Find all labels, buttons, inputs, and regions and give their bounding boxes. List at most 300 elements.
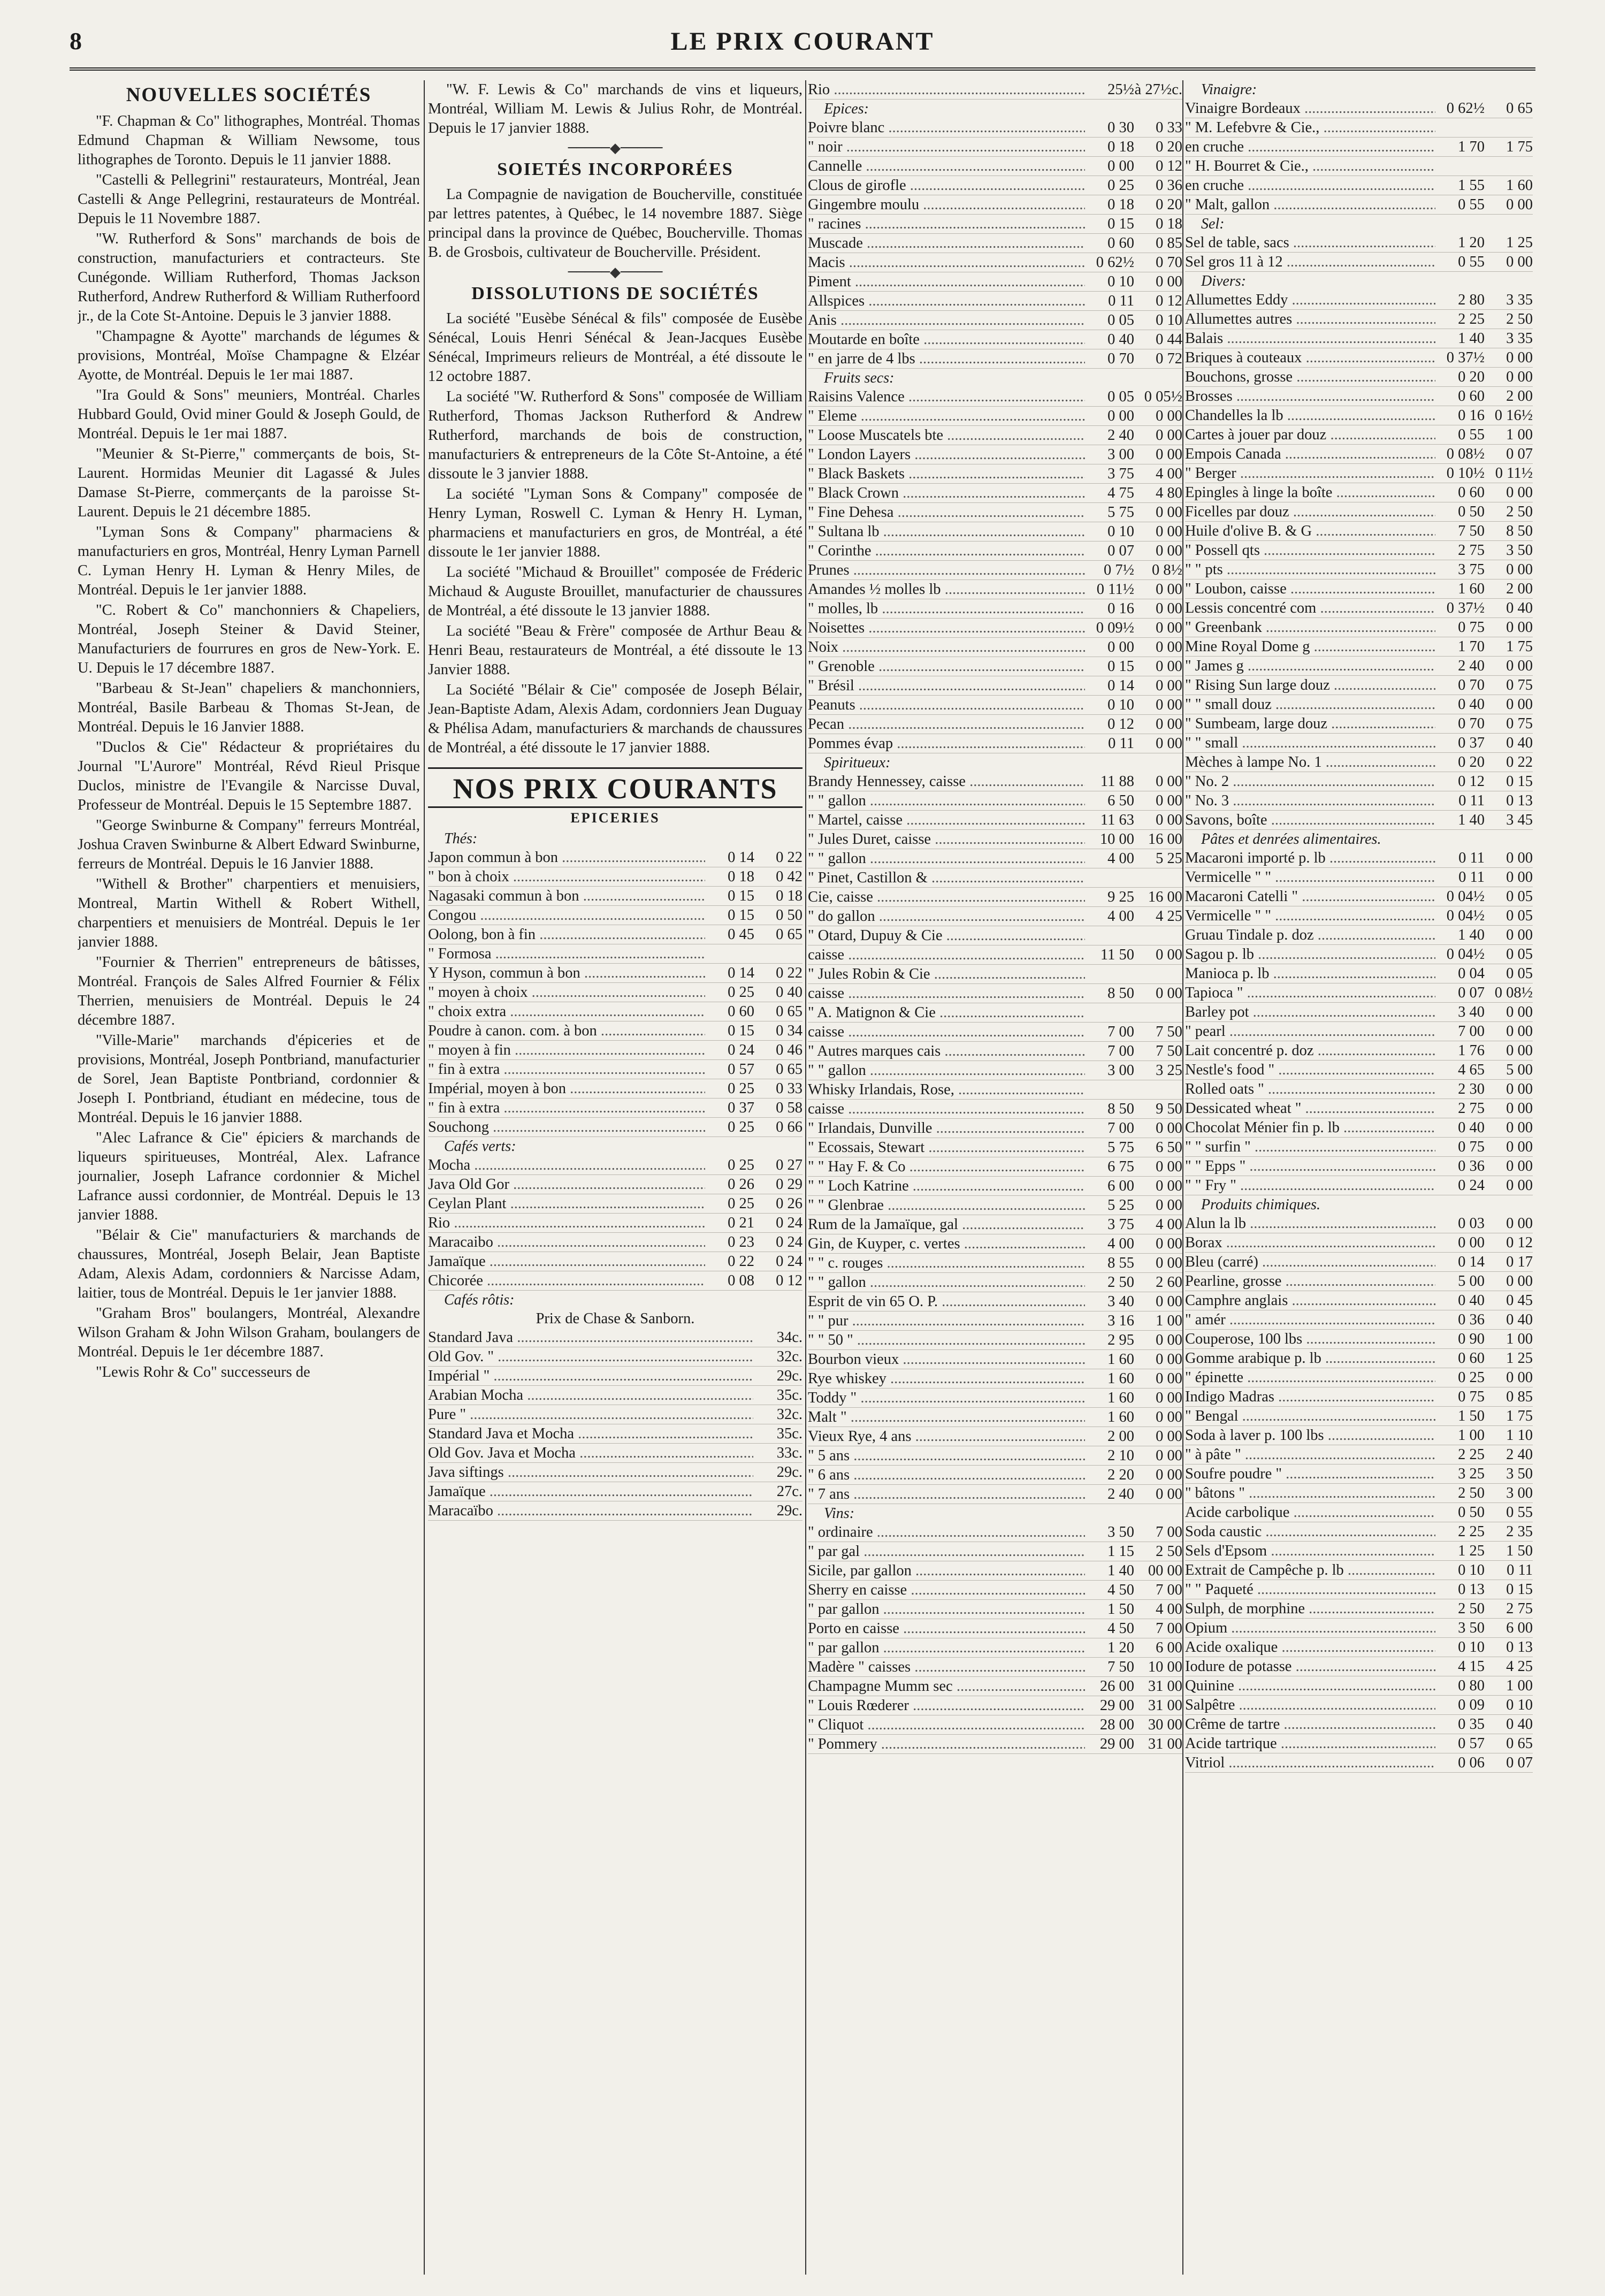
prices-title: NOS PRIX COURANTS [428,767,802,808]
price-row [808,215,1182,234]
price-row [428,887,802,906]
price-row [808,811,1182,830]
item-name: Balais ..... [1185,329,1435,348]
price-high: 0 00 [1506,1081,1533,1097]
price-low: 0 35 [1458,1716,1485,1733]
price-high: 0 00 [1156,1428,1182,1445]
price-low: 11 88 [1100,773,1134,790]
item-name: " 6 ans ..... [808,1466,1085,1484]
price-high: 0 00 [1156,1486,1182,1502]
price-low: 0 15 [728,1023,754,1039]
price-low: 1 60 [1458,581,1485,597]
price-low: 0 14 [728,849,754,866]
item-name: Extrait de Campêche p. lb ..... [1185,1561,1435,1580]
price-low: 0 50 [1458,504,1485,520]
price-low: 0 15 [1107,658,1134,675]
price-high: 0 00 [1506,1042,1533,1059]
item-name: Poudre à canon. com. à bon ..... [428,1021,705,1040]
price-high: 0 11½ [1495,465,1533,482]
price-row [1185,599,1533,618]
item-name: " Black Baskets ..... [808,464,1085,483]
item-name: Chandelles la lb ..... [1185,406,1435,425]
price-high: 31 00 [1148,1697,1182,1714]
price-low: 0 60 [1107,235,1134,251]
item-name: Lessis concentré com ..... [1185,599,1435,617]
announcement-paragraph: "Withell & Brother" charpentiers et menuisiers, Montreal, Martin Withell & Robert Withell, charpentiers et menuisiers de Montréal. Depuis le 1er janvier 1888. [78,876,420,950]
price-low: 3 75 [1107,1216,1134,1233]
item-name: Sagou p. lb ..... [1185,945,1435,964]
announcements-continued [428,80,802,138]
price-row [808,1542,1182,1561]
item-name: Opium ..... [1185,1619,1435,1637]
price-high: 0 00 [1156,523,1182,540]
price-high: 0 75 [1506,677,1533,693]
price-low: 0 12 [1107,716,1134,733]
price-row [428,1021,802,1041]
price-low: 5 75 [1107,504,1134,521]
item-name: " Jules Robin & Cie ..... [808,965,1085,983]
item-name: " racines ..... [808,215,1085,233]
price-row [1185,753,1533,772]
item-name: " par gallon ..... [808,1638,1085,1657]
item-name: Brosses ..... [1185,387,1435,406]
price-high: 0 00 [1156,1447,1182,1464]
price-low: 0 06 [1458,1755,1485,1771]
item-name: Sherry en caisse ..... [808,1581,1085,1599]
item-name: Bourbon vieux ..... [808,1350,1085,1369]
item-name: Savons, boîte ..... [1185,811,1435,829]
price-low: 0 80 [1458,1677,1485,1694]
price-high: 0 00 [1156,543,1182,559]
item-name: " noir ..... [808,138,1085,156]
price-row [1185,811,1533,830]
price-row [808,253,1182,272]
price-high: 31 00 [1148,1736,1182,1752]
item-name: " " gallon ..... [808,791,1085,810]
price-row [808,1446,1182,1466]
price-low: 35c. [776,1387,802,1403]
price-high: 0 00 [1156,1293,1182,1310]
price-high: 0 05 [1506,946,1533,963]
price-low: 3 40 [1107,1293,1134,1310]
item-name: Bleu (carré) ..... [1185,1253,1435,1271]
price-row [808,849,1182,868]
item-name: " " pts ..... [1185,560,1435,579]
price-high: 9 50 [1156,1101,1182,1117]
item-name: " Loubon, caisse ..... [1185,579,1435,598]
price-low: 0 00 [1107,639,1134,655]
price-high: 0 58 [776,1100,802,1116]
price-low: 28 00 [1099,1717,1134,1733]
price-high: 0 00 [1506,196,1533,213]
price-low: 0 16 [1458,407,1485,424]
price-row [808,138,1182,157]
price-row [808,1408,1182,1427]
item-name: " A. Matignon & Cie ..... [808,1003,1085,1022]
price-high: 0 00 [1506,658,1533,674]
dissolution-paragraph: La société "W. Rutherford & Sons" composée de William Rutherford, Thomas Jackson Rutherford & Andrew Rutherford, marchands de bois de construction, manufacturiers & entrepreneurs de la Côte St-Antoine, a été dissoute le 3 janvier 1888. [428,388,802,482]
price-row [428,1079,802,1099]
item-name: Dessicated wheat " ..... [1185,1099,1435,1118]
price-high: 10 00 [1148,1659,1182,1675]
item-name: Ficelles par douz ..... [1185,502,1435,521]
price-low: 0 23 [728,1234,754,1250]
item-name: " en jarre de 4 lbs ..... [808,349,1085,368]
price-high: 0 00 [1156,620,1182,636]
price-row [1185,618,1533,637]
price-high: 3 45 [1506,812,1533,828]
price-row [808,541,1182,561]
price-low: 11 50 [1100,947,1134,963]
price-row [1185,1676,1533,1696]
price-row [808,311,1182,330]
price-row [808,1638,1182,1658]
price-high: 2 75 [1506,1600,1533,1617]
price-low: 8 50 [1107,1101,1134,1117]
price-high: 0 00 [1156,658,1182,675]
price-low: 0 11 [1108,293,1134,309]
item-name: " Berger ..... [1185,464,1435,483]
price-row [808,464,1182,484]
price-row [1185,253,1533,272]
announcement-paragraph: "Graham Bros" boulangers, Montréal, Alexandre Wilson Graham & John Wilson Graham, boulangers de Montréal. Depuis le 1er décembre 1887. [78,1305,420,1360]
price-row [808,1042,1182,1061]
price-low: 1 76 [1458,1042,1485,1059]
price-high: 1 00 [1506,1677,1533,1694]
price-row [808,715,1182,734]
item-name: Raisins Valence ..... [808,387,1085,406]
announcement-paragraph: "Alec Lafrance & Cie" épiciers & marchands de liqueurs spiritueuses, Montréal, Alex. Lafrance journalier, Joseph Lafrance cordonnier & Michel Lafrance aussi cordonnier, de Montréal. Depuis le 13 janvier 1888. [78,1130,420,1223]
price-row [428,1060,802,1079]
price-row [1185,1041,1533,1061]
price-high: 1 25 [1506,1350,1533,1367]
price-low: 0 10 [1107,697,1134,713]
announcement-paragraph: "Ira Gould & Sons" meuniers, Montréal. Charles Hubbard Gould, Ovid miner Gould & Joseph Gould, de Montréal. Depuis le 1er mai 1887. [78,387,420,442]
price-high: 3 50 [1506,1466,1533,1482]
price-row [1185,637,1533,657]
price-row [1185,329,1533,348]
item-name: " Cliquot ..... [808,1715,1085,1734]
ornamental-rule: ─────◆───── [568,264,663,280]
item-name: Acide tartrique ..... [1185,1734,1435,1753]
price-high: 0 22 [776,849,802,866]
category-heading-cafes-rotis: Cafés rôtis: [444,1292,515,1308]
price-high: 7 00 [1156,1524,1182,1540]
price-table-cafes-verts [428,1156,802,1291]
price-high: 0 24 [776,1215,802,1231]
price-row [808,349,1182,369]
price-low: 2 50 [1458,1485,1485,1501]
price-low: 0 36 [1458,1311,1485,1328]
column-prices-3 [808,80,1182,2275]
announcements [78,112,420,1382]
item-name: " Malt, gallon ..... [1185,195,1435,214]
price-row [808,522,1182,541]
price-high: 0 00 [1506,484,1533,501]
dissolution-paragraph: La société "Beau & Frère" composée de Arthur Beau & Henri Beau, restaurateurs de Montréal, a été dissoute le 13 Janvier 1888. [428,623,802,678]
item-name: Epingles à linge la boîte ..... [1185,483,1435,502]
price-low: 1 60 [1107,1351,1134,1368]
price-row [808,1735,1182,1754]
price-high: à 27½c. [1134,81,1182,98]
item-name: " fin à extra ..... [428,1060,705,1079]
price-low: 0 16 [1107,600,1134,617]
price-high: 0 08½ [1494,985,1533,1001]
item-name: Huile d'olive B. & G ..... [1185,522,1435,540]
price-row [1185,791,1533,811]
item-name: " " 50 " ..... [808,1331,1085,1349]
price-table-pates [1185,849,1533,1195]
price-high: 0 00 [1156,812,1182,828]
item-name: Tapioca " ..... [1185,983,1435,1002]
price-row [1185,1753,1533,1773]
price-low: 0 60 [1458,388,1485,405]
price-row [808,676,1182,696]
item-name: Salpêtre ..... [1185,1696,1435,1714]
price-low: 1 60 [1107,1409,1134,1425]
price-high: 0 85 [1156,235,1182,251]
price-low: 8 55 [1107,1255,1134,1271]
price-high: 0 24 [776,1234,802,1250]
item-name: " 5 ans ..... [808,1446,1085,1465]
price-high: 0 00 [1506,561,1533,578]
price-low: 0 75 [1458,1139,1485,1155]
price-low: 0 18 [728,868,754,885]
item-name: " Bengal ..... [1185,1407,1435,1425]
price-low: 0 25 [1458,1369,1485,1386]
price-low: 0 25 [728,1195,754,1212]
price-row [428,1501,802,1521]
price-row [1185,714,1533,734]
item-name: Vermicelle " " ..... [1185,906,1435,925]
price-high: 3 35 [1506,292,1533,308]
price-row [808,407,1182,426]
price-high: 0 16½ [1494,407,1533,424]
price-row [428,1424,802,1444]
price-low: 2 75 [1458,542,1485,559]
price-row [808,638,1182,657]
price-list-col3 [808,80,1182,1754]
price-row [808,888,1182,907]
price-row [1185,887,1533,906]
price-low: 0 15 [728,907,754,924]
price-low: 0 11½ [1096,581,1134,598]
item-name: Y Hyson, commun à bon ..... [428,964,705,982]
item-name: Brandy Hennessey, caisse ..... [808,772,1085,791]
price-low: 0 05 [1107,312,1134,329]
item-name: " Otard, Dupuy & Cie ..... [808,926,1085,945]
item-name: " " gallon ..... [808,849,1085,868]
item-name: Soufre poudre " ..... [1185,1464,1435,1483]
price-high: 0 44 [1156,331,1182,348]
price-high: 2 00 [1506,388,1533,405]
category-heading-the: Thés: [444,830,478,847]
price-high: 0 29 [776,1176,802,1193]
price-low: 2 80 [1458,292,1485,308]
item-name: Pecan ..... [808,715,1085,734]
price-high: 0 00 [1506,254,1533,270]
item-name: Soda caustic ..... [1185,1522,1435,1541]
price-low: 2 50 [1107,1274,1134,1291]
price-high: 0 00 [1156,1390,1182,1406]
price-row [808,965,1182,984]
price-row [428,1386,802,1405]
item-name: Cannelle ..... [808,157,1085,176]
announcement-paragraph: "W. Rutherford & Sons" marchands de bois de construction, manufacturiers et contracteurs. Ste Cunégonde. William Rutherford, Thomas Jackson Rutherford, Andrew Rutherford & William Rutherfoord jr., de la Cote St-Antoine. Depuis le 3 janvier 1888. [78,231,420,324]
price-high: 1 25 [1506,234,1533,251]
price-low: 0 11 [1458,869,1485,886]
item-name: Old Gov. " ..... [428,1347,753,1366]
price-high: 0 00 [1506,1023,1533,1040]
price-high: 0 00 [1506,1119,1533,1136]
item-name: Sel gros 11 à 12 ..... [1185,253,1435,271]
item-name: " par gallon ..... [808,1600,1085,1619]
price-high: 0 00 [1506,1177,1533,1194]
price-low: 7 00 [1107,1024,1134,1040]
price-high: 0 00 [1506,1004,1533,1020]
price-high: 5 25 [1156,850,1182,867]
item-name: en cruche ..... [1185,176,1435,195]
item-name: " bon à choix ..... [428,867,705,886]
item-name: Old Gov. Java et Mocha ..... [428,1444,753,1462]
price-row [1185,348,1533,368]
price-low: 2 25 [1458,1523,1485,1540]
price-row [808,926,1182,945]
price-table-fruits [808,387,1182,753]
price-row [808,1196,1182,1215]
price-row [808,1715,1182,1735]
dissolution-paragraph: La société "Eusèbe Sénécal & fils" composée de Eusèbe Sénécal, Louis Henri Sénécal & Jean-Jacques Eusèbe Sénécal, Imprimeurs relieurs de Montréal, a été dissoute le 12 octobre 1887. [428,310,802,385]
price-row [428,1002,802,1021]
price-row [1185,1061,1533,1080]
price-low: 3 50 [1458,1620,1485,1636]
price-row [808,80,1182,100]
price-row [1185,926,1533,945]
item-name: Piment ..... [808,272,1085,291]
price-low: 0 09 [1458,1697,1485,1713]
price-high: 0 42 [776,868,802,885]
price-high: 0 00 [1156,427,1182,444]
price-row [1185,676,1533,695]
price-high: 1 00 [1506,1331,1533,1347]
price-low: 0 55 [1458,254,1485,270]
item-name: " H. Bourret & Cie., ..... [1185,157,1435,176]
price-row [428,906,802,925]
price-row [808,426,1182,445]
item-name: Peanuts ..... [808,696,1085,714]
item-name: Quinine ..... [1185,1676,1435,1695]
price-row [428,1405,802,1424]
price-table-cafes-rotis [428,1328,802,1521]
price-row [1185,310,1533,329]
item-name: Soda à laver p. 100 lbs ..... [1185,1426,1435,1445]
price-row [428,1214,802,1233]
price-row [808,1157,1182,1177]
item-name: Impérial " ..... [428,1367,753,1385]
price-low: 0 24 [728,1042,754,1058]
item-name: " Loose Muscatels bte ..... [808,426,1085,445]
item-name: Souchong ..... [428,1118,705,1136]
price-row [1185,1580,1533,1599]
price-low: 0 60 [1458,1350,1485,1367]
price-low: 0 08 [728,1272,754,1289]
price-low: 0 13 [1458,1581,1485,1598]
price-low: 2 40 [1107,427,1134,444]
category-heading-vinaigre: Vinaigre: [1201,81,1257,98]
item-name: en cruche ..... [1185,138,1435,156]
announcement-paragraph: La Compagnie de navigation de Boucherville, constituée par lettres patentes, à Québec, le 14 novembre 1887. Siège principal dans la province de Québec, Boucherville. Thomas B. de Grosbois, cultivateur de Boucherville. Président. [428,186,802,261]
price-table-sel [1185,233,1533,272]
item-name: Iodure de potasse ..... [1185,1657,1435,1676]
price-row [808,1023,1182,1042]
item-name: Japon commun à bon ..... [428,848,705,867]
item-name: " Fine Dehesa ..... [808,503,1085,522]
price-row [808,387,1182,407]
price-high: 4 25 [1156,908,1182,925]
price-low: 0 24 [1458,1177,1485,1194]
item-name: Amandes ½ molles lb ..... [808,580,1085,599]
announcement-paragraph: "Meunier & St-Pierre," commerçants de bois, St-Laurent. Hormidas Meunier dit Lagassé & Jules Damase St-Pierre, commerçants de la paroisse St-Laurent. Depuis le 21 décembre 1885. [78,446,420,520]
item-name: Indigo Madras ..... [1185,1387,1435,1406]
item-name: Empois Canada ..... [1185,445,1435,463]
item-name: Jamaïque ..... [428,1252,705,1271]
price-row [808,907,1182,926]
price-row [1185,1233,1533,1253]
item-name: Mèches à lampe No. 1 ..... [1185,753,1435,772]
price-high: 0 00 [1506,1369,1533,1386]
item-name: caisse ..... [808,1023,1085,1041]
page-header [70,27,1535,70]
price-low: 0 14 [1458,1254,1485,1270]
price-high: 0 46 [776,1042,802,1058]
item-name: " " gallon ..... [808,1061,1085,1080]
price-row [808,1485,1182,1504]
item-name: " Brésil ..... [808,676,1085,695]
item-name: Rio ..... [428,1214,705,1232]
price-row [808,791,1182,811]
item-name: " Pommery ..... [808,1735,1085,1753]
item-name: " No. 2 ..... [1185,772,1435,791]
price-high: 7 50 [1156,1024,1182,1040]
item-name: Rio ..... [808,80,1085,99]
item-name: Java Old Gor ..... [428,1175,705,1194]
price-high: 0 55 [1506,1504,1533,1521]
item-name: Gingembre moulu ..... [808,195,1085,214]
column-societes-and-prix [428,80,802,2275]
item-name: Acide oxalique ..... [1185,1638,1435,1657]
price-high: 0 00 [1506,696,1533,713]
item-name: Maracaïbo ..... [428,1501,753,1520]
price-low: 3 50 [1107,1524,1134,1540]
price-table-rio [808,80,1182,100]
item-name: Sicile, par gallon ..... [808,1561,1085,1580]
price-low: 0 70 [1458,677,1485,693]
price-high: 0 33 [1156,119,1182,136]
price-low: 0 37 [1458,735,1485,751]
price-low: 4 00 [1107,850,1134,867]
price-row [428,964,802,983]
item-name: " Jules Duret, caisse ..... [808,830,1085,849]
item-name: Porto en caisse ..... [808,1619,1085,1638]
price-low: 5 75 [1107,1139,1134,1156]
price-high: 0 00 [1156,408,1182,424]
price-high: 2 50 [1506,504,1533,520]
price-row [428,1041,802,1060]
price-low: 2 00 [1107,1428,1134,1445]
price-table-the [428,848,802,1137]
announcement-paragraph: "Lewis Rohr & Co" successeurs de [96,1364,310,1380]
price-row [1185,406,1533,425]
